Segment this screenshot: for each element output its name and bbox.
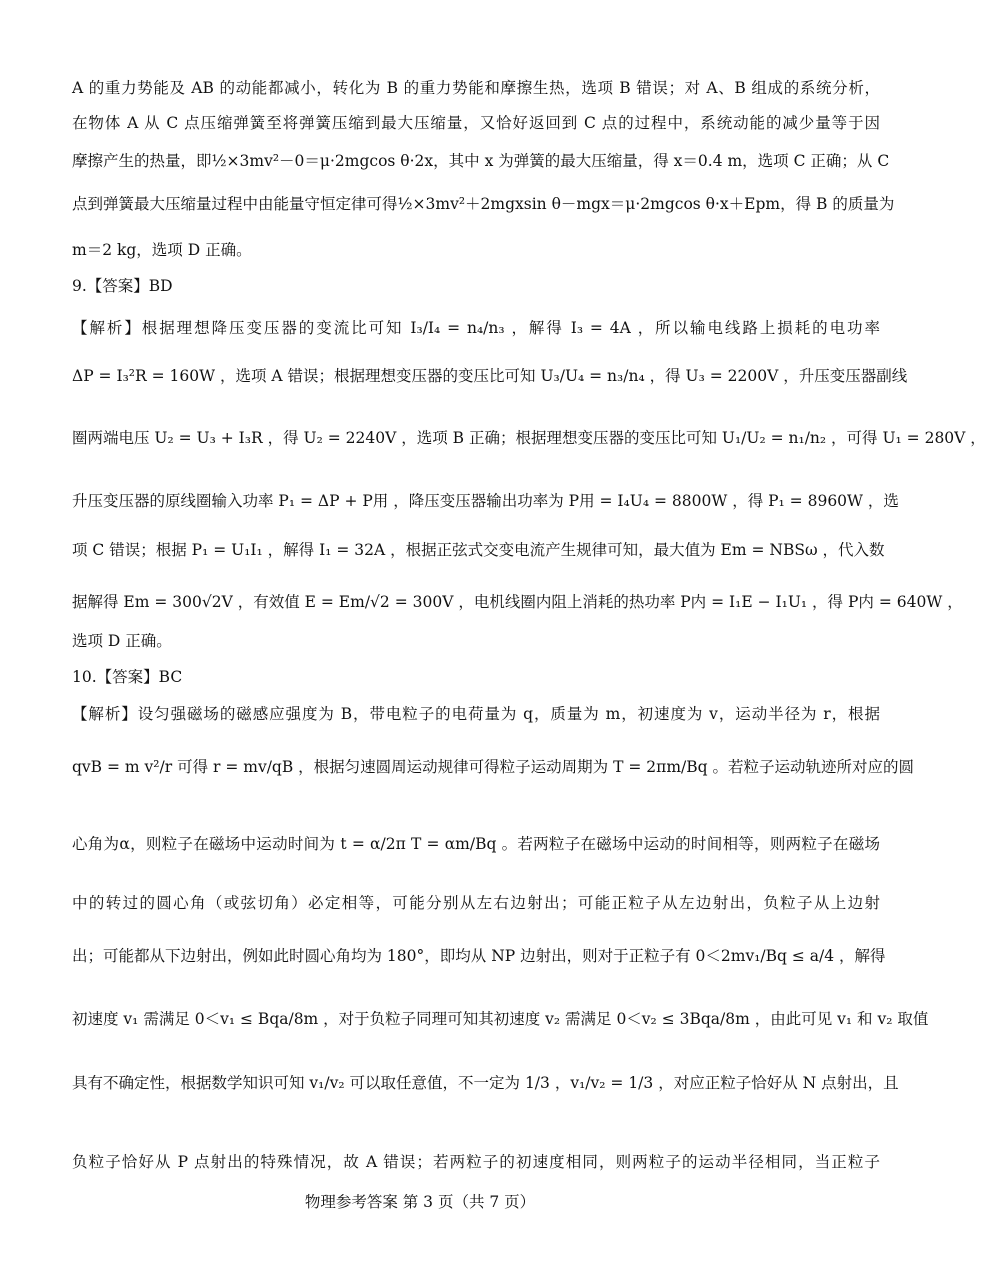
text-line: 选项 D 正确。 — [72, 632, 172, 650]
text-line: 【解析】根据理想降压变压器的变流比可知 I₃/I₄ = n₄/n₃ ，解得 I₃ = 4A ，所以输电线路上损耗的电功率 — [72, 319, 880, 337]
text-line: 摩擦产生的热量，即½×3mv²－0＝μ·2mgcos θ·2x，其中 x 为弹簧的最大压缩量，得 x＝0.4 m，选项 C 正确；从 C — [72, 152, 890, 170]
answer-heading-9: 9.【答案】BD — [72, 277, 173, 295]
text-line: 点到弹簧最大压缩量过程中由能量守恒定律可得½×3mv²＋2mgxsin θ－mgx＝μ·2mgcos θ·x＋Epm，得 B 的质量为 — [72, 195, 895, 213]
text-line: 具有不确定性，根据数学知识可知 v₁/v₂ 可以取任意值，不一定为 1/3 ，v₁/v₂ = 1/3 ，对应正粒子恰好从 N 点射出，且 — [72, 1074, 899, 1092]
text-line: 心角为α，则粒子在磁场中运动时间为 t = α/2π T = αm/Bq 。若两粒子在磁场中运动的时间相等，则两粒子在磁场 — [72, 835, 880, 853]
text-line: 出；可能都从下边射出，例如此时圆心角均为 180°，即均从 NP 边射出，则对于正粒子有 0＜2mv₁/Bq ≤ a/4 ，解得 — [72, 947, 886, 965]
answer-heading-10: 10.【答案】BC — [72, 668, 183, 686]
page-footer — [0, 1192, 950, 1212]
text-line: 初速度 v₁ 需满足 0＜v₁ ≤ Bqa/8m ，对于负粒子同理可知其初速度 v₂ 需满足 0＜v₂ ≤ 3Bqa/8m ，由此可见 v₁ 和 v₂ 取值 — [72, 1010, 929, 1028]
text-line: 中的转过的圆心角（或弦切角）必定相等，可能分别从左右边射出；可能正粒子从左边射出，负粒子从上边射 — [72, 894, 880, 912]
page-number: 物理参考答案 第 3 页（共 7 页） — [304, 1193, 536, 1211]
text-line: 据解得 Em = 300√2V ，有效值 E = Em/√2 = 300V ，电机线圈内阻上消耗的热功率 P内 = I₁E − I₁U₁ ，得 P内 = 640W ， — [72, 593, 963, 611]
text-line: qvB = m v²/r 可得 r = mv/qB ，根据匀速圆周运动规律可得粒子运动周期为 T = 2πm/Bq 。若粒子运动轨迹所对应的圆 — [72, 758, 914, 776]
text-line: 【解析】设匀强磁场的磁感应强度为 B，带电粒子的电荷量为 q，质量为 m，初速度为 v，运动半径为 r，根据 — [72, 705, 880, 723]
text-line: 项 C 错误；根据 P₁ = U₁I₁ ，解得 I₁ = 32A ，根据正弦式交变电流产生规律可知，最大值为 Em = NBSω ，代入数 — [72, 541, 885, 559]
text-line: 圈两端电压 U₂ = U₃ + I₃R ，得 U₂ = 2240V ，选项 B 正确；根据理想变压器的变压比可知 U₁/U₂ = n₁/n₂ ，可得 U₁ = 280V ， — [72, 429, 986, 447]
text-line: 负粒子恰好从 P 点射出的特殊情况，故 A 错误；若两粒子的初速度相同，则两粒子的运动半径相同，当正粒子 — [72, 1153, 880, 1171]
text-line: ΔP = I₃²R = 160W ，选项 A 错误；根据理想变压器的变压比可知 U₃/U₄ = n₃/n₄ ，得 U₃ = 2200V ，升压变压器副线 — [72, 367, 908, 385]
text-line: m＝2 kg，选项 D 正确。 — [72, 241, 252, 259]
text-line: 在物体 A 从 C 点压缩弹簧至将弹簧压缩到最大压缩量，又恰好返回到 C 点的过程中，系统动能的减少量等于因 — [72, 114, 880, 132]
text-line: A 的重力势能及 AB 的动能都减小，转化为 B 的重力势能和摩擦生热，选项 B 错误；对 A、B 组成的系统分析， — [72, 79, 880, 97]
text-line: 升压变压器的原线圈输入功率 P₁ = ΔP + P用 ，降压变压器输出功率为 P用 = I₄U₄ = 8800W ，得 P₁ = 8960W ，选 — [72, 492, 899, 510]
